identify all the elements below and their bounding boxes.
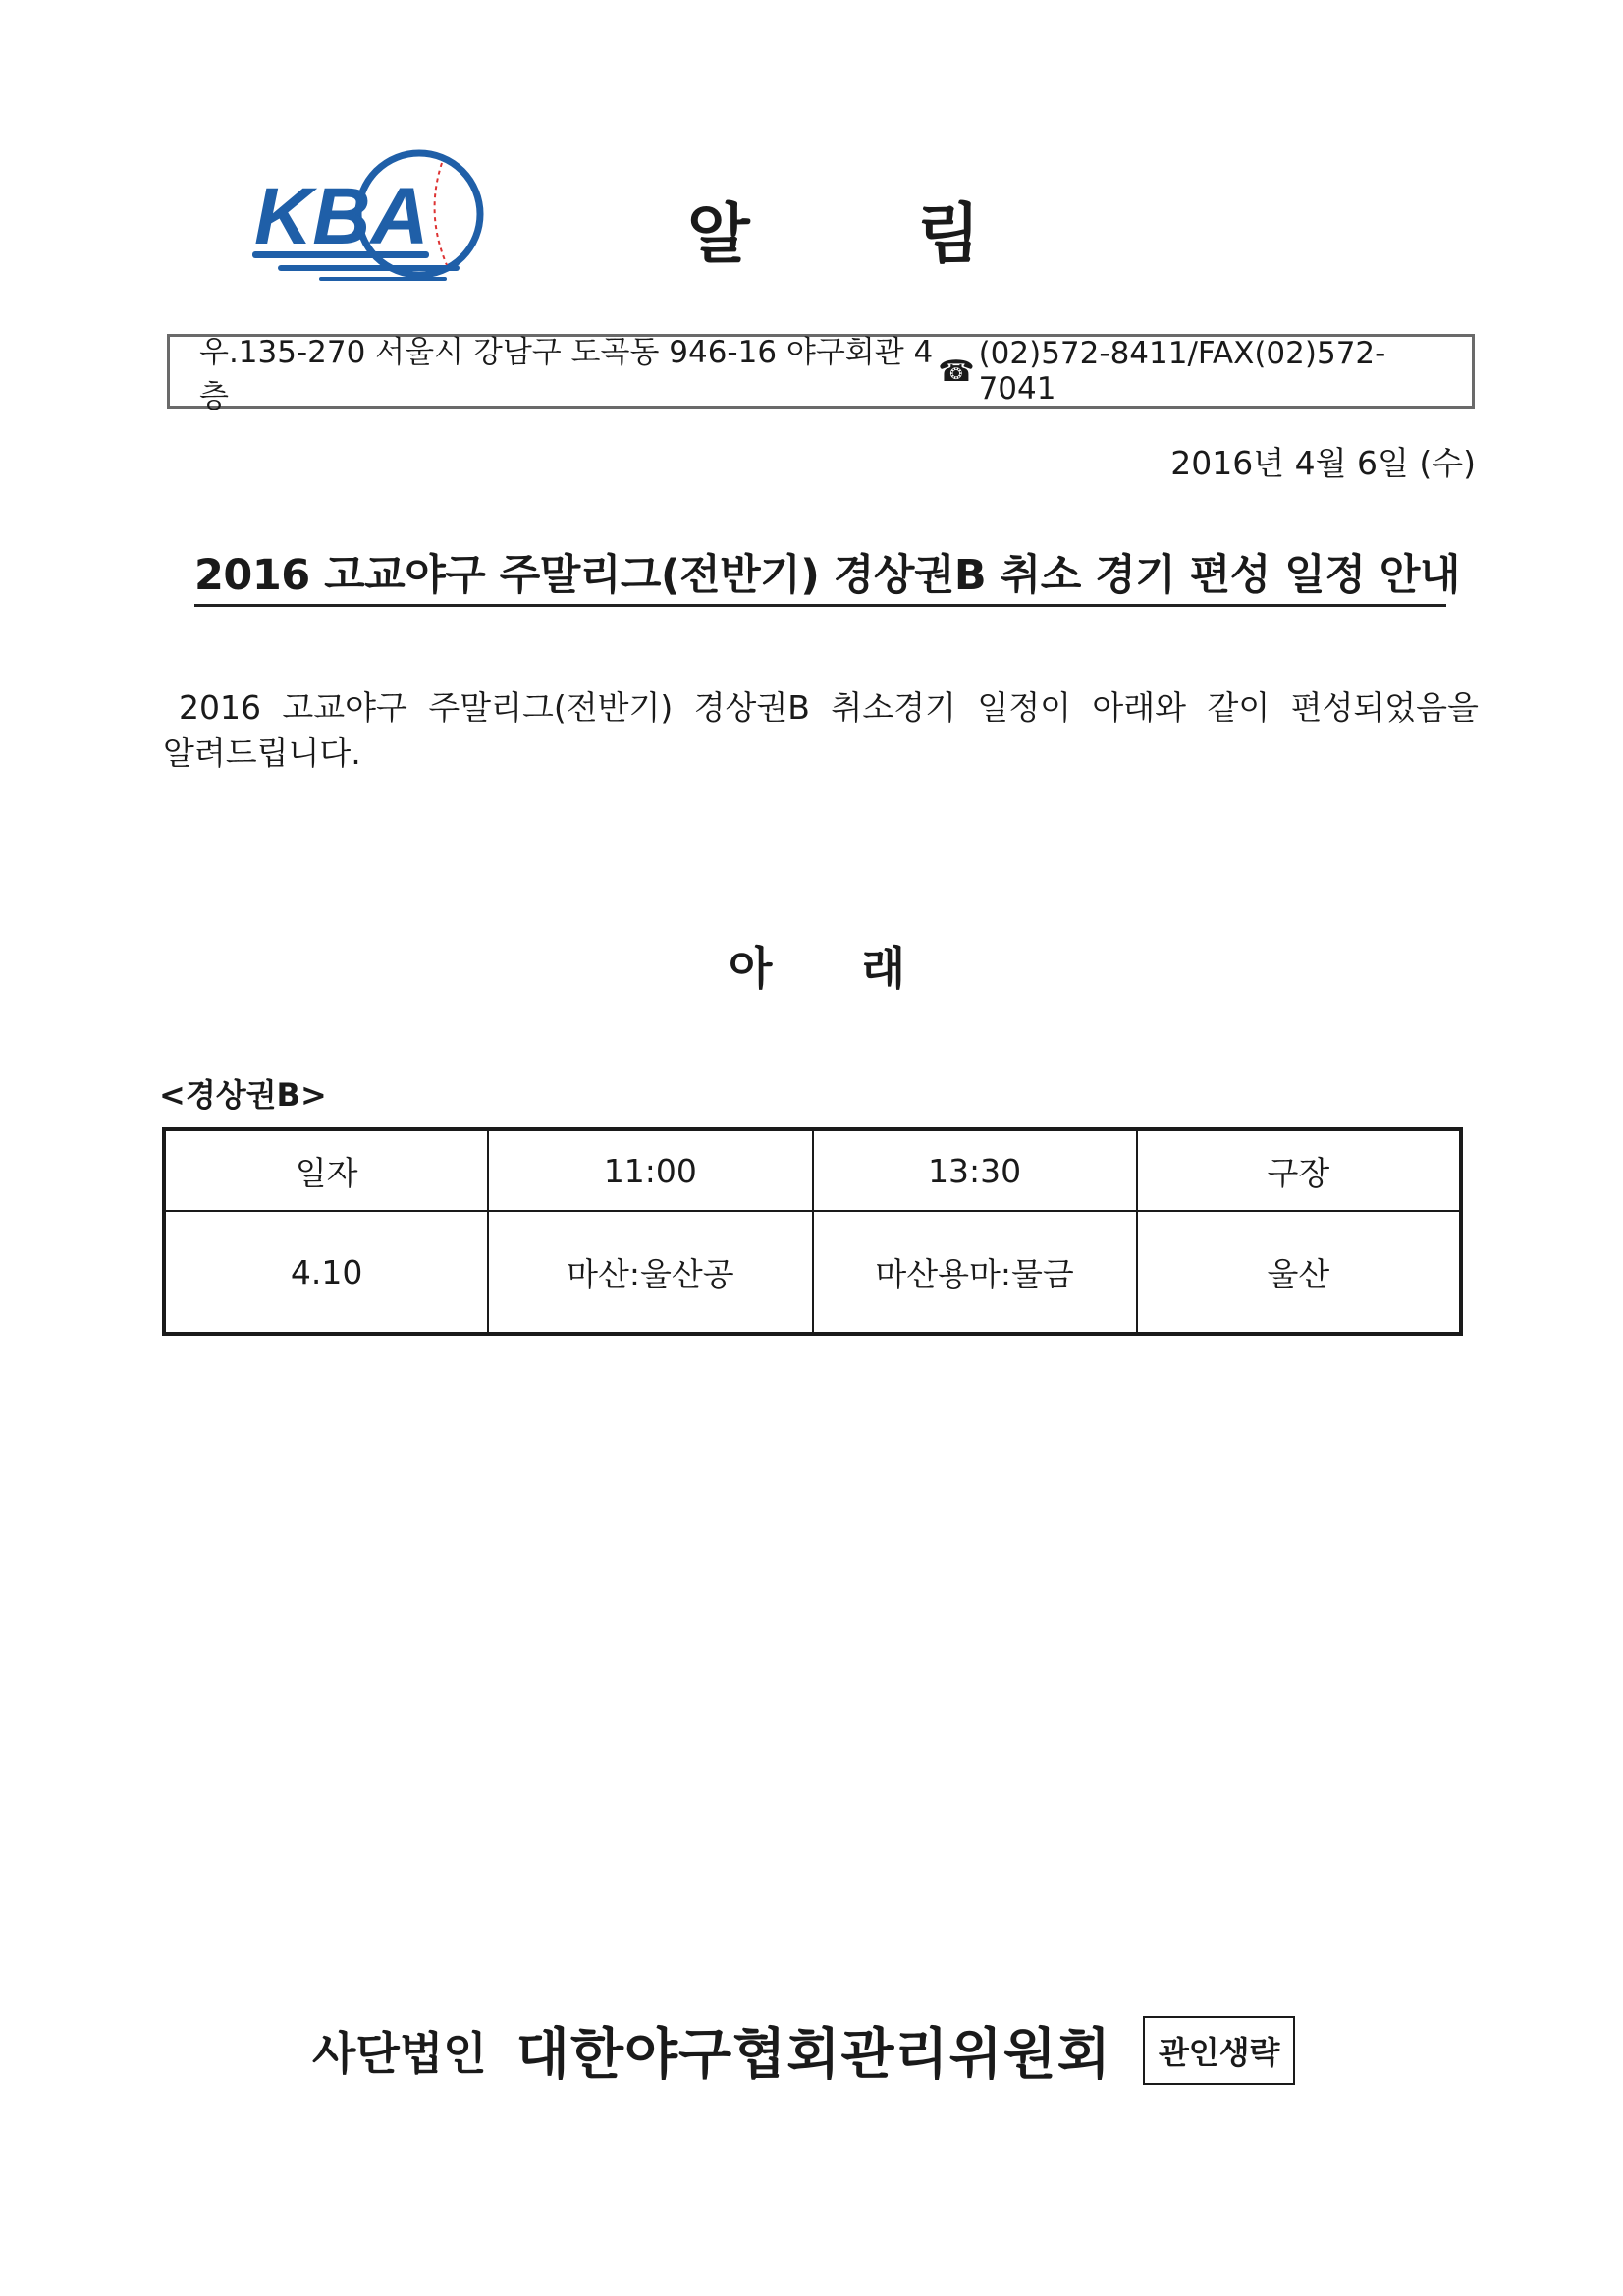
table-row xyxy=(164,1211,1461,1334)
org-type: 사단법인 xyxy=(312,2027,487,2080)
body-line-2: 알려드립니다. xyxy=(163,734,361,772)
address-box xyxy=(167,334,1475,414)
postal-address: 우.135-270 서울시 강남구 도곡동 946-16 야구회관 4층 xyxy=(199,335,934,414)
seal-omitted-box: 관인생략 xyxy=(1143,2016,1296,2085)
cell-venue: 울산 xyxy=(1137,1211,1461,1334)
header-venue: 구장 xyxy=(1137,1129,1461,1211)
table-header-row xyxy=(164,1129,1461,1211)
region-label: <경상권B> xyxy=(159,1076,327,1114)
body-line-1 xyxy=(163,685,1479,731)
header-date: 일자 xyxy=(164,1129,488,1211)
page-heading xyxy=(687,182,982,275)
heading-char-2: 림 xyxy=(917,196,982,272)
body-word: 일정이 xyxy=(977,688,1071,727)
contact-info xyxy=(938,336,1446,407)
cell-date: 4.10 xyxy=(164,1211,488,1334)
body-word: 아래와 xyxy=(1092,688,1187,727)
logo-text: KBA xyxy=(254,172,429,261)
body-word: 고교야구 xyxy=(282,688,407,727)
section-heading-char-2: 래 xyxy=(861,942,905,995)
header-time-2: 13:30 xyxy=(813,1129,1137,1211)
body-word: 주말리그(전반기) xyxy=(428,688,674,727)
body-word: 같이 xyxy=(1207,688,1271,727)
section-heading-char-1: 아 xyxy=(729,942,773,995)
kba-logo xyxy=(250,145,496,293)
header-time-1: 11:00 xyxy=(488,1129,812,1211)
body-word: 경상권B xyxy=(693,688,810,727)
section-heading xyxy=(729,933,905,998)
contact-numbers: (02)572-8411/FAX(02)572-7041 xyxy=(978,336,1386,407)
body-word: 편성되었음을 xyxy=(1290,688,1479,727)
cell-game-1: 마산:울산공 xyxy=(488,1211,812,1334)
body-paragraph xyxy=(163,685,1479,776)
body-word: 2016 xyxy=(179,688,261,727)
schedule-table xyxy=(162,1127,1463,1336)
telephone-icon: ☎ xyxy=(938,354,975,389)
body-word: 취소경기 xyxy=(831,688,956,727)
org-name: 대한야구협회관리위원회 xyxy=(515,2023,1111,2087)
document-title: 2016 고교야구 주말리그(전반기) 경상권B 취소 경기 편성 일정 안내 xyxy=(194,542,1446,607)
heading-char-1: 알 xyxy=(687,196,752,272)
cell-game-2: 마산용마:물금 xyxy=(813,1211,1137,1334)
issuer-footer xyxy=(312,2011,1295,2090)
issue-date: 2016년 4월 6일 (수) xyxy=(1170,444,1476,482)
